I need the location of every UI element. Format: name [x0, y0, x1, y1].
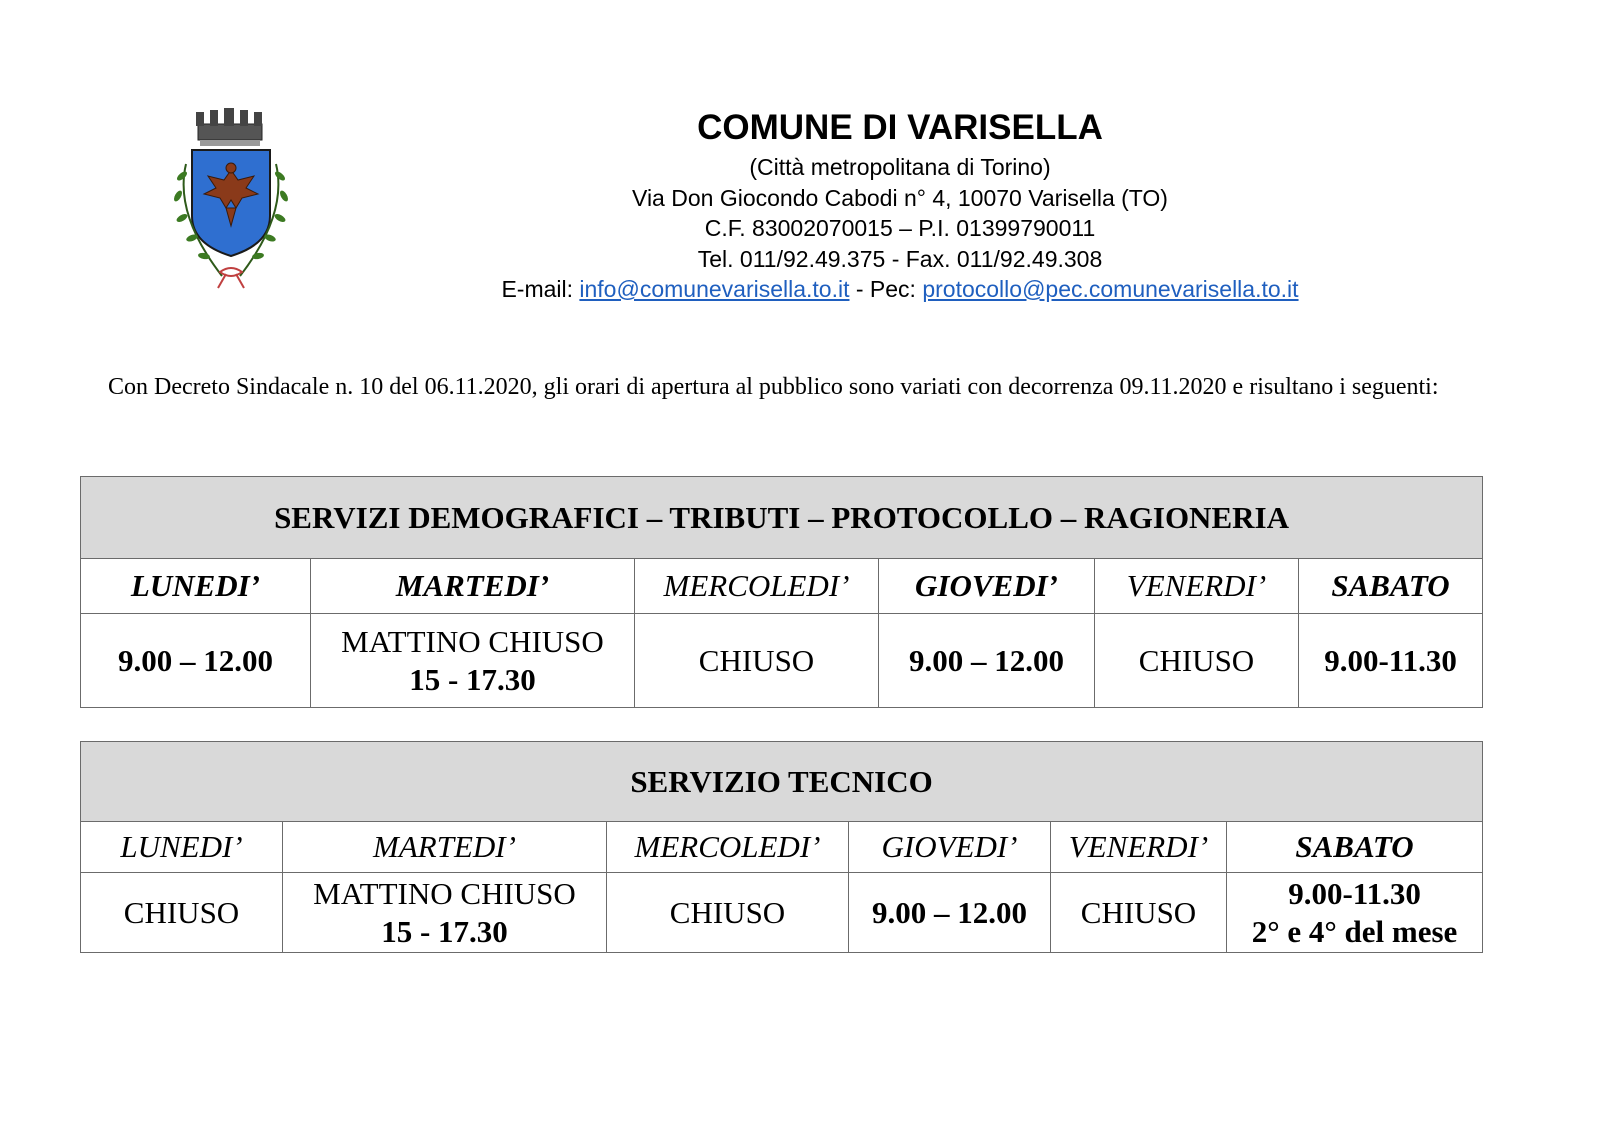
- hours-cell: CHIUSO: [1095, 614, 1299, 708]
- day-header: GIOVEDI’: [849, 822, 1051, 873]
- hours-cell: CHIUSO: [1051, 873, 1227, 953]
- hours-line: MATTINO CHIUSO: [341, 623, 604, 659]
- day-header: VENERDI’: [1051, 822, 1227, 873]
- hours-cell: 9.00 – 12.00: [879, 614, 1095, 708]
- day-header: LUNEDI’: [81, 822, 283, 873]
- hours-cell: CHIUSO: [81, 873, 283, 953]
- table-title: SERVIZIO TECNICO: [81, 742, 1483, 822]
- day-header: MERCOLEDI’: [635, 559, 879, 614]
- hours-cell: CHIUSO: [607, 873, 849, 953]
- hours-cell: [283, 873, 607, 953]
- contacts-line: [400, 274, 1400, 305]
- hours-cell: [311, 614, 635, 708]
- day-header: SABATO: [1227, 822, 1483, 873]
- hours-line: 15 - 17.30: [381, 913, 508, 949]
- coat-of-arms-icon: [160, 104, 306, 290]
- day-header: VENERDI’: [1095, 559, 1299, 614]
- schedule-table-tecnico: [80, 741, 1483, 953]
- day-header: GIOVEDI’: [879, 559, 1095, 614]
- address: Via Don Giocondo Cabodi n° 4, 10070 Varisella (TO): [632, 184, 1168, 211]
- hours-cell: 9.00-11.30: [1299, 614, 1483, 708]
- hours-line: MATTINO CHIUSO: [313, 875, 576, 911]
- email-label: E-mail:: [501, 276, 573, 302]
- hours-line: 9.00-11.30: [1288, 875, 1421, 911]
- day-header: SABATO: [1299, 559, 1483, 614]
- pec-label: - Pec:: [855, 276, 916, 302]
- pec-link[interactable]: protocollo@pec.comunevarisella.to.it: [922, 276, 1299, 302]
- table-title: SERVIZI DEMOGRAFICI – TRIBUTI – PROTOCOLLO – RAGIONERIA: [81, 477, 1483, 559]
- municipality-title: COMUNE DI VARISELLA: [697, 108, 1103, 147]
- hours-cell: [1227, 873, 1483, 953]
- day-header: MERCOLEDI’: [607, 822, 849, 873]
- hours-line: 15 - 17.30: [409, 661, 536, 697]
- subtitle: (Città metropolitana di Torino): [749, 154, 1051, 180]
- hours-line: 2° e 4° del mese: [1251, 913, 1458, 949]
- hours-cell: 9.00 – 12.00: [81, 614, 311, 708]
- day-header: LUNEDI’: [81, 559, 311, 614]
- hours-cell: CHIUSO: [635, 614, 879, 708]
- fiscal-codes: C.F. 83002070015 – P.I. 01399790011: [704, 215, 1096, 241]
- schedule-table-demografici: [80, 476, 1483, 708]
- phone-fax: Tel. 011/92.49.375 - Fax. 011/92.49.308: [697, 245, 1103, 272]
- intro-paragraph: Con Decreto Sindacale n. 10 del 06.11.2020, gli orari di apertura al pubblico sono variati con decorrenza 09.11.2020 e risultano i seguenti:: [108, 374, 1439, 400]
- day-header: MARTEDI’: [311, 559, 635, 614]
- email-link[interactable]: info@comunevarisella.to.it: [579, 276, 850, 302]
- hours-cell: 9.00 – 12.00: [849, 873, 1051, 953]
- day-header: MARTEDI’: [283, 822, 607, 873]
- letterhead: [400, 108, 1400, 305]
